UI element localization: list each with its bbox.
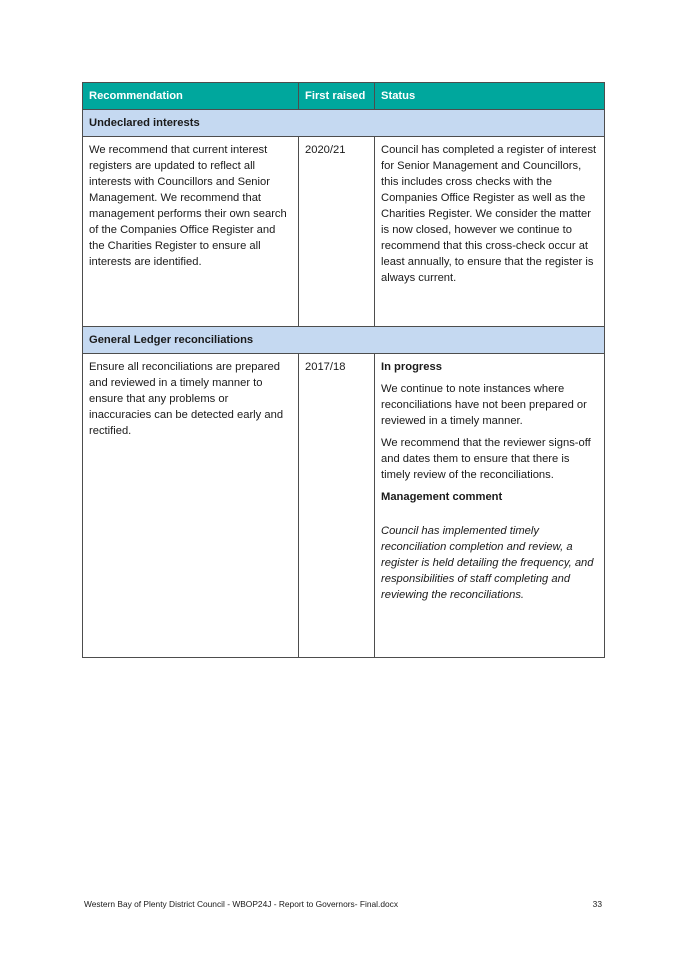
table-row [83,137,605,327]
first-raised-cell [299,354,375,658]
recommendation-cell [83,137,299,327]
recommendation-text: Ensure all reconciliations are prepared and reviewed in a timely manner to ensure that any problems or inaccuracies can be detected early and rectified. [89,361,284,437]
status-paragraph: We recommend that the reviewer signs-off and dates them to ensure that there is timely review of the reconciliations. [381,437,591,481]
recommendations-table [82,82,605,658]
status-heading: In progress [381,361,442,373]
page-footer [84,899,602,909]
table-header-row [83,83,605,110]
first-raised-value: 2017/18 [305,361,346,373]
section-title: General Ledger reconciliations [83,327,605,354]
header-first-raised: First raised [299,83,375,110]
section-row-general-ledger [83,327,605,354]
footer-document-title: Western Bay of Plenty District Council - WBOP24J - Report to Governors- Final.docx [84,899,399,909]
management-comment-heading: Management comment [381,491,503,503]
status-text: Council has completed a register of interest for Senior Management and Councillors, this includes cross checks with the Companies Office Register as well as the Charities Register. We consider the matter is now closed, however we continue to recommend that this cross-check occur at least annually, to ensure that the register is always current. [381,144,597,284]
status-cell [375,354,605,658]
first-raised-value: 2020/21 [305,144,346,156]
table-row [83,354,605,658]
section-row-undeclared-interests [83,110,605,137]
recommendation-text: We recommend that current interest registers are updated to reflect all interests with Councillors and Senior Management. We recommend that management performs their own search of the Companies Office Register and the Charities Register to ensure all interests are identified. [89,144,287,268]
section-title: Undeclared interests [83,110,605,137]
first-raised-cell [299,137,375,327]
status-cell [375,137,605,327]
header-recommendation: Recommendation [83,83,299,110]
management-comment-text: Council has implemented timely reconciliation completion and review, a register is held detailing the frequency, and responsibilities of staff completing and reviewing the reconciliations. [381,525,594,601]
page-number: 33 [592,899,602,909]
status-paragraph: We continue to note instances where reconciliations have not been prepared or reviewed in a timely manner. [381,383,587,427]
header-status: Status [375,83,605,110]
recommendation-cell [83,354,299,658]
